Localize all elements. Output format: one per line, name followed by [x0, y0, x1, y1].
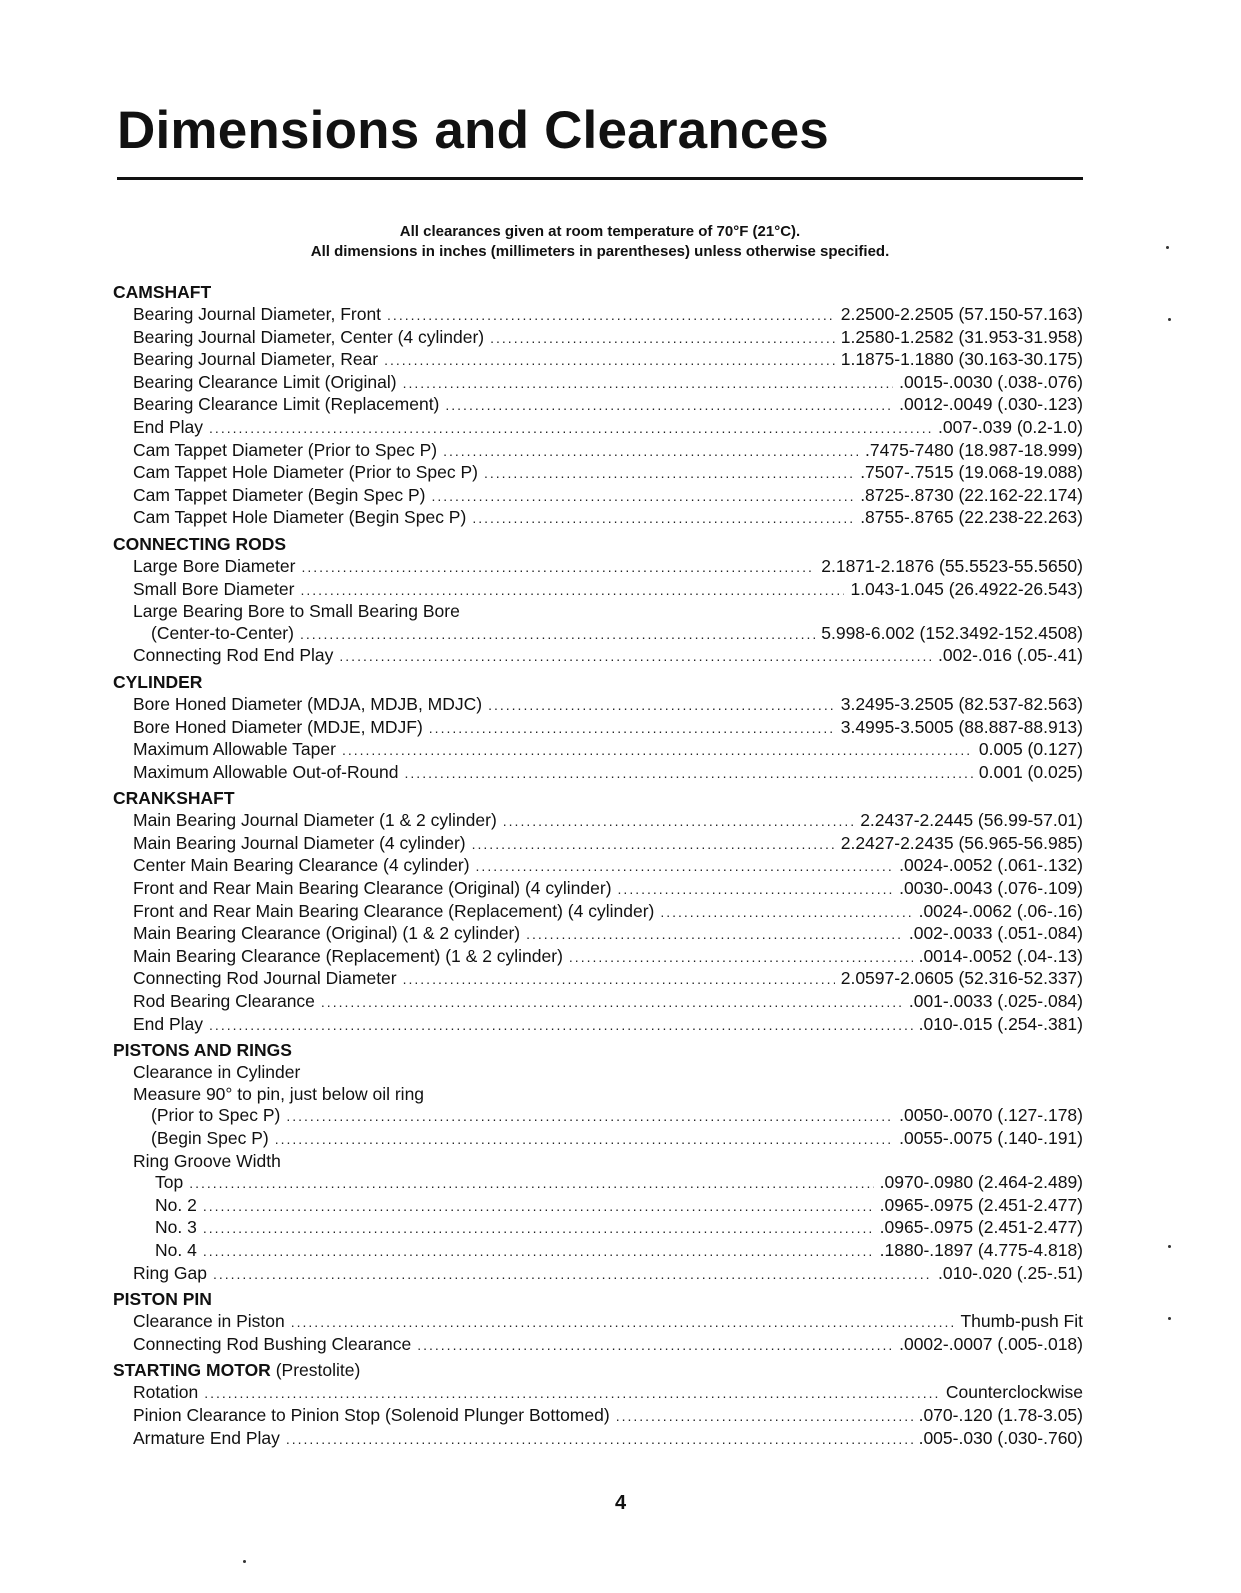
page-number: 4 [614, 1492, 627, 1514]
section-starting-motor [113, 1359, 1083, 1450]
spec-row [113, 878, 1083, 901]
spec-row [113, 556, 1083, 579]
spec-label: Armature End Play [133, 1427, 280, 1448]
spec-label: Connecting Rod End Play [133, 645, 334, 666]
spec-label: End Play [133, 1013, 204, 1034]
subheading: Clearance in Cylinder [133, 1062, 301, 1083]
leader-dots [405, 763, 973, 785]
spec-label: Front and Rear Main Bearing Clearance (Original) (4 cylinder) [133, 878, 612, 899]
leader-dots [403, 373, 894, 395]
spec-value: .0002-.0007 (.005-.018) [899, 1333, 1083, 1354]
section-cylinder [113, 671, 1083, 784]
spec-row [113, 645, 1083, 668]
section-pistons-and-rings [113, 1039, 1083, 1285]
section-crankshaft [113, 787, 1083, 1036]
spec-value: .0012-.0049 (.030-.123) [899, 394, 1083, 415]
spec-value: 1.1875-1.1880 (30.163-30.175) [840, 349, 1083, 370]
spec-row [113, 810, 1083, 833]
spec-value: 2.2437-2.2445 (56.99-57.01) [860, 810, 1083, 831]
spec-label: Main Bearing Journal Diameter (4 cylinder) [133, 832, 466, 853]
spec-label: No. 2 [155, 1194, 197, 1215]
spec-row [113, 762, 1083, 785]
leader-dots [209, 418, 932, 440]
spec-value: .0965-.0975 (2.451-2.477) [879, 1217, 1083, 1238]
spec-row [113, 417, 1083, 440]
leader-dots [443, 441, 859, 463]
leader-dots [429, 718, 835, 740]
leader-dots [321, 992, 903, 1014]
section-heading: CYLINDER [113, 671, 203, 692]
spec-value: .007-.039 (0.2-1.0) [938, 416, 1083, 437]
leader-dots [569, 947, 913, 969]
scan-speck [1168, 1245, 1171, 1248]
spec-row [113, 462, 1083, 485]
spec-label: Main Bearing Clearance (Replacement) (1 & 2 cylinder) [133, 945, 563, 966]
leader-dots [403, 969, 835, 991]
spec-value: 5.998-6.002 (152.3492-152.4508) [821, 622, 1083, 643]
leader-dots [189, 1173, 873, 1195]
notes [117, 222, 1083, 262]
spec-label: Bearing Journal Diameter, Rear [133, 349, 379, 370]
spec-value: .0014-.0052 (.04-.13) [918, 945, 1083, 966]
spec-row [113, 1263, 1083, 1286]
spec-row [113, 327, 1083, 350]
leader-dots [431, 486, 854, 508]
spec-value: .7507-.7515 (19.068-19.088) [860, 462, 1083, 483]
leader-dots [488, 695, 835, 717]
leader-dots [660, 902, 912, 924]
leader-dots [472, 508, 854, 530]
spec-row [113, 394, 1083, 417]
spec-label: Pinion Clearance to Pinion Stop (Solenoid Plunger Bottomed) [133, 1404, 610, 1425]
spec-label: Center Main Bearing Clearance (4 cylinder) [133, 855, 470, 876]
specifications [113, 281, 1083, 1450]
spec-label: Clearance in Piston [133, 1311, 285, 1332]
spec-label: Bore Honed Diameter (MDJA, MDJB, MDJC) [133, 693, 483, 714]
spec-value: 1.2580-1.2582 (31.953-31.958) [840, 326, 1083, 347]
section-heading-suffix: (Prestolite) [275, 1360, 361, 1381]
spec-value: .0970-.0980 (2.464-2.489) [879, 1172, 1083, 1193]
spec-value: .010-.020 (.25-.51) [938, 1262, 1083, 1283]
leader-dots [286, 1106, 893, 1128]
spec-label: Large Bearing Bore to Small Bearing Bore [133, 601, 460, 622]
spec-value: .0015-.0030 (.038-.076) [899, 371, 1083, 392]
spec-row [113, 507, 1083, 530]
leader-dots [484, 463, 854, 485]
spec-value: .0024-.0062 (.06-.16) [918, 900, 1083, 921]
scan-speck [1168, 1317, 1171, 1320]
leader-dots [526, 924, 903, 946]
spec-label: Bearing Clearance Limit (Replacement) [133, 394, 440, 415]
spec-row [113, 1382, 1083, 1405]
spec-value: .002-.016 (.05-.41) [938, 645, 1083, 666]
spec-label: Cam Tappet Diameter (Begin Spec P) [133, 484, 426, 505]
spec-label: Cam Tappet Diameter (Prior to Spec P) [133, 439, 438, 460]
section-heading [113, 1359, 1083, 1382]
leader-dots [342, 740, 973, 762]
spec-row [113, 1240, 1083, 1263]
spec-value: .1880-.1897 (4.775-4.818) [879, 1239, 1083, 1260]
spec-row [113, 1128, 1083, 1151]
spec-label: Large Bore Diameter [133, 555, 296, 576]
leader-dots [445, 395, 893, 417]
spec-row [113, 855, 1083, 878]
scan-speck [1168, 318, 1171, 321]
spec-label: No. 4 [155, 1239, 197, 1260]
leader-dots [203, 1218, 874, 1240]
spec-row [113, 1405, 1083, 1428]
spec-value: .002-.0033 (.051-.084) [908, 923, 1083, 944]
spec-row [113, 1217, 1083, 1240]
spec-value: .010-.015 (.254-.381) [918, 1013, 1083, 1034]
leader-dots [618, 879, 894, 901]
spec-row [113, 579, 1083, 602]
spec-label: Bearing Journal Diameter, Front [133, 304, 382, 324]
spec-row [113, 304, 1083, 327]
spec-value: .0030-.0043 (.076-.109) [899, 878, 1083, 899]
leader-dots [417, 1335, 893, 1357]
section-connecting-rods [113, 533, 1083, 668]
spec-label: Top [155, 1172, 184, 1193]
spec-value: .0055-.0075 (.140-.191) [899, 1128, 1083, 1148]
leader-dots [286, 1429, 913, 1451]
spec-value: .8725-.8730 (22.162-22.174) [860, 484, 1083, 505]
spec-value: Thumb-push Fit [960, 1311, 1083, 1332]
spec-value: .8755-.8765 (22.238-22.263) [860, 507, 1083, 528]
leader-dots [503, 811, 854, 833]
note-units: All dimensions in inches (millimeters in parentheses) unless otherwise specified. [310, 243, 890, 260]
spec-label: Cam Tappet Hole Diameter (Begin Spec P) [133, 507, 467, 528]
section-heading: CONNECTING RODS [113, 533, 287, 554]
scan-speck [1166, 246, 1169, 249]
spec-label: (Begin Spec P) [151, 1128, 269, 1148]
leader-dots [300, 580, 844, 602]
spec-value: .0965-.0975 (2.451-2.477) [879, 1194, 1083, 1215]
section-heading-text: STARTING MOTOR [113, 1360, 271, 1381]
spec-row [113, 623, 1083, 646]
spec-label: Rotation [133, 1382, 199, 1403]
leader-dots [209, 1015, 913, 1037]
spec-row [113, 1105, 1083, 1128]
spec-label: Bearing Journal Diameter, Center (4 cylinder) [133, 326, 485, 347]
spec-label: Connecting Rod Bushing Clearance [133, 1333, 412, 1354]
spec-label: Small Bore Diameter [133, 578, 295, 599]
note-temperature: All clearances given at room temperature of 70°F (21°C). [399, 223, 801, 240]
spec-row [113, 923, 1083, 946]
spec-row [113, 833, 1083, 856]
spec-value: 2.2500-2.2505 (57.150-57.163) [840, 304, 1083, 324]
leader-dots [616, 1406, 913, 1428]
section-camshaft [113, 281, 1083, 530]
leader-dots [387, 305, 835, 327]
spec-value: 3.4995-3.5005 (88.887-88.913) [840, 716, 1083, 737]
spec-label: No. 3 [155, 1217, 197, 1238]
spec-row [113, 1428, 1083, 1451]
title-rule [117, 177, 1083, 180]
section-heading: PISTON PIN [113, 1289, 212, 1310]
leader-dots [275, 1129, 893, 1151]
leader-dots [300, 624, 815, 646]
spec-value: 0.001 (0.025) [978, 761, 1083, 782]
spec-value: 0.005 (0.127) [978, 739, 1083, 760]
leader-dots [384, 350, 835, 372]
spec-row [113, 991, 1083, 1014]
subheading: Ring Groove Width [133, 1150, 281, 1171]
spec-value: 2.2427-2.2435 (56.965-56.985) [840, 832, 1083, 853]
spec-row [113, 1014, 1083, 1037]
leader-dots [213, 1264, 932, 1286]
spec-row [113, 1172, 1083, 1195]
spec-value: .0024-.0052 (.061-.132) [899, 855, 1083, 876]
spec-label: (Prior to Spec P) [151, 1105, 281, 1126]
spec-value: .070-.120 (1.78-3.05) [918, 1404, 1083, 1425]
spec-label: Front and Rear Main Bearing Clearance (Replacement) (4 cylinder) [133, 900, 655, 921]
spec-label: Maximum Allowable Out-of-Round [133, 761, 399, 782]
spec-label: Bore Honed Diameter (MDJE, MDJF) [133, 716, 423, 737]
leader-dots [301, 557, 815, 579]
leader-dots [203, 1241, 874, 1263]
spec-row [113, 717, 1083, 740]
section-heading: CRANKSHAFT [113, 788, 235, 809]
leader-dots [204, 1383, 940, 1405]
leader-dots [339, 646, 932, 668]
section-heading: CAMSHAFT [113, 282, 212, 302]
spec-value: .0050-.0070 (.127-.178) [899, 1105, 1083, 1126]
spec-label: Main Bearing Clearance (Original) (1 & 2 cylinder) [133, 923, 521, 944]
spec-row [113, 946, 1083, 969]
spec-label: Ring Gap [133, 1262, 207, 1283]
section-piston-pin [113, 1288, 1083, 1356]
spec-row [113, 1334, 1083, 1357]
leader-dots [203, 1196, 874, 1218]
spec-label: Connecting Rod Journal Diameter [133, 968, 397, 989]
subheading: Measure 90° to pin, just below oil ring [133, 1083, 425, 1104]
leader-dots [490, 328, 835, 350]
spec-value: .005-.030 (.030-.760) [918, 1427, 1083, 1448]
spec-label: Rod Bearing Clearance [133, 991, 315, 1012]
spec-row [113, 372, 1083, 395]
spec-label: Maximum Allowable Taper [133, 739, 336, 760]
spec-row [113, 349, 1083, 372]
spec-row [113, 485, 1083, 508]
scan-speck [243, 1560, 246, 1563]
spec-row [113, 1311, 1083, 1334]
section-heading: PISTONS AND RINGS [113, 1040, 292, 1061]
leader-dots [291, 1312, 955, 1334]
spec-label: End Play [133, 416, 204, 437]
leader-dots [476, 856, 894, 878]
spec-value: 1.043-1.045 (26.4922-26.543) [850, 578, 1083, 599]
spec-value: 2.0597-2.0605 (52.316-52.337) [840, 968, 1083, 989]
spec-value: .001-.0033 (.025-.084) [908, 991, 1083, 1012]
spec-label: (Center-to-Center) [151, 622, 294, 643]
spec-value: 2.1871-2.1876 (55.5523-55.5650) [821, 555, 1083, 576]
spec-row [113, 901, 1083, 924]
spec-label: Bearing Clearance Limit (Original) [133, 371, 397, 392]
spec-value: 3.2495-3.2505 (82.537-82.563) [840, 693, 1083, 714]
spec-value: .7475-7480 (18.987-18.999) [865, 439, 1083, 460]
spec-row [113, 739, 1083, 762]
leader-dots [472, 834, 835, 856]
spec-row [113, 440, 1083, 463]
spec-label: Cam Tappet Hole Diameter (Prior to Spec P) [133, 462, 478, 483]
spec-row [113, 694, 1083, 717]
spec-row [113, 1195, 1083, 1218]
spec-value: Counterclockwise [945, 1382, 1083, 1403]
spec-label: Main Bearing Journal Diameter (1 & 2 cylinder) [133, 810, 497, 831]
page-title: Dimensions and Clearances [117, 101, 829, 160]
spec-row [113, 968, 1083, 991]
